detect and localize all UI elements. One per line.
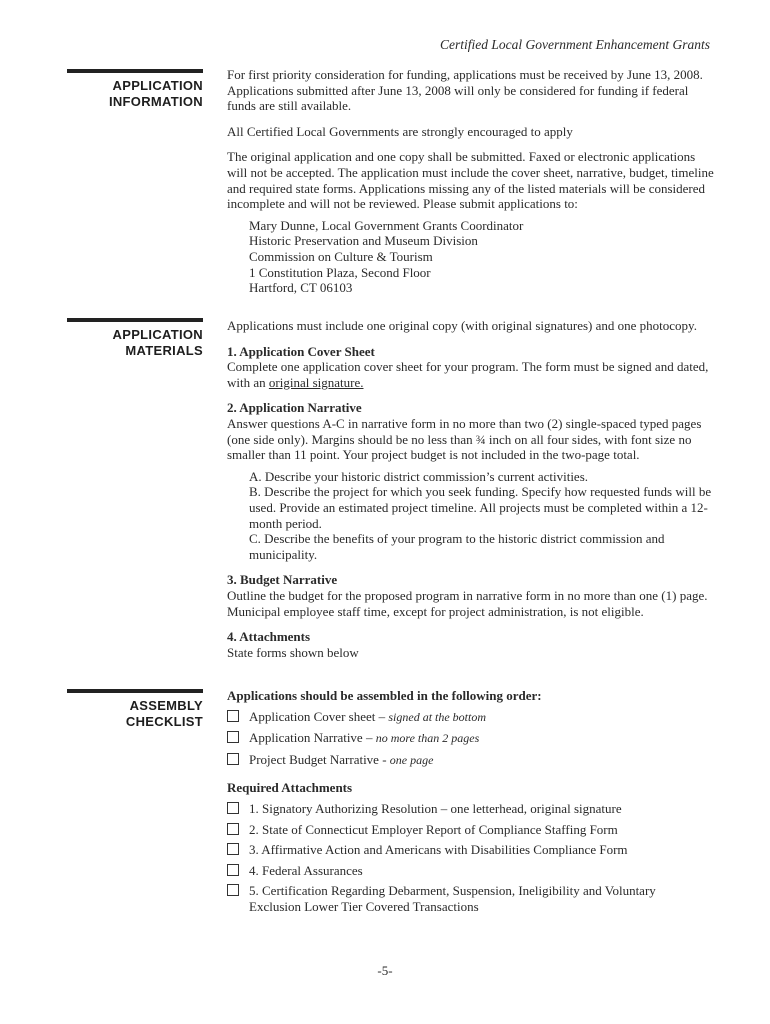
paragraph: Outline the budget for the proposed program in narrative form in no more than one (1) page. Municipal employee staff time, except for project administration, is not eligible. — [227, 587, 708, 619]
text: Project Budget Narrative - — [249, 751, 390, 767]
checkbox[interactable] — [227, 710, 239, 722]
required-item-label: 5. Certification Regarding Debarment, Suspension, Ineligibility and Voluntary Exclusion Lower Tier Covered Transactions — [249, 883, 656, 914]
required-item — [227, 801, 717, 817]
required-item-label: 1. Signatory Authorizing Resolution – one letterhead, original signature — [249, 800, 622, 816]
checklist-item-label — [249, 752, 433, 769]
required-item — [227, 822, 717, 838]
checkbox[interactable] — [227, 823, 239, 835]
label-line: APPLICATION — [112, 327, 203, 342]
checkbox[interactable] — [227, 731, 239, 743]
text: Application Narrative – — [249, 730, 376, 746]
subheading-attachments: 4. Attachments — [227, 629, 311, 645]
paragraph: Answer questions A-C in narrative form in no more than two (2) single-spaced typed pages (one side only). Margins should be no less than ¾ inch on all four sides, with font size no smaller than 11 point. Your project budget is not included in the two-page total. — [227, 415, 702, 463]
section-divider — [67, 69, 203, 73]
address-line: Commission on Culture & Tourism — [249, 248, 433, 264]
section-label-application-information — [67, 78, 203, 110]
page-number: -5- — [377, 963, 393, 978]
checklist-item — [227, 709, 717, 726]
address-line: Hartford, CT 06103 — [249, 280, 353, 296]
checkbox[interactable] — [227, 802, 239, 814]
required-item — [227, 842, 717, 858]
paragraph: Applications must include one original copy (with original signatures) and one photocopy. — [227, 318, 697, 333]
label-line: INFORMATION — [108, 94, 203, 109]
text: Complete one application cover sheet for your program. The form must be signed and dated, with an — [227, 359, 709, 390]
underlined-text: original signature. — [268, 374, 364, 390]
label-line: APPLICATION — [112, 78, 203, 93]
subheading-budget: 3. Budget Narrative — [227, 572, 338, 588]
checklist-heading: Applications should be assembled in the following order: — [227, 688, 542, 703]
required-item — [227, 883, 717, 914]
checkbox[interactable] — [227, 753, 239, 765]
note: no more than 2 pages — [375, 731, 480, 746]
address-line: 1 Constitution Plaza, Second Floor — [249, 264, 431, 280]
list-item: C. Describe the benefits of your program to the historic district commission and municipality. — [249, 531, 665, 562]
required-item — [227, 863, 717, 879]
note: signed at the bottom — [388, 709, 487, 724]
paragraph: The original application and one copy shall be submitted. Faxed or electronic applications will not be accepted. The application must include the cover sheet, narrative, budget, timeline and required state forms. Applications missing any of the listed materials will be considered incomplete and will not be reviewed. Please submit applications to: — [227, 149, 714, 212]
required-attachments-heading: Required Attachments — [227, 780, 353, 796]
application-information-content — [227, 67, 717, 296]
section-label-application-materials — [67, 327, 203, 359]
section-label-assembly-checklist — [67, 698, 203, 730]
section-divider — [67, 689, 203, 693]
address-line: Mary Dunne, Local Government Grants Coordinator — [249, 217, 524, 233]
checklist-item-label — [249, 730, 479, 747]
checklist-item — [227, 730, 717, 747]
list-item: A. Describe your historic district commission’s current activities. — [249, 468, 589, 484]
section-divider — [67, 318, 203, 322]
label-line: MATERIALS — [125, 343, 203, 358]
label-line: CHECKLIST — [125, 714, 203, 729]
required-item-label: 3. Affirmative Action and Americans with Disabilities Compliance Form — [249, 842, 628, 858]
subheading-narrative: 2. Application Narrative — [227, 400, 362, 416]
narrative-questions — [227, 469, 717, 563]
text: Application Cover sheet – — [249, 708, 389, 724]
address-line: Historic Preservation and Museum Division — [249, 233, 478, 249]
document-header-title: Certified Local Government Enhancement Grants — [440, 37, 710, 52]
required-item-label: 4. Federal Assurances — [249, 862, 363, 878]
checkbox[interactable] — [227, 843, 239, 855]
paragraph: All Certified Local Governments are strongly encouraged to apply — [227, 123, 573, 139]
application-materials-content — [227, 318, 717, 660]
required-item-label: 2. State of Connecticut Employer Report of Compliance Staffing Form — [249, 821, 618, 837]
mailing-address — [227, 218, 717, 296]
checklist-item-label — [249, 709, 486, 726]
list-item: B. Describe the project for which you seek funding. Specify how requested funds will be used. Provide an estimated project timeline. All projects must be completed within a 12-month period. — [249, 484, 712, 531]
paragraph: For first priority consideration for funding, applications must be received by June 13, 2008. Applications submitted after June 13, 2008 will only be considered for funding if federal funds are still available. — [227, 67, 703, 114]
checkbox[interactable] — [227, 864, 239, 876]
label-line: ASSEMBLY — [129, 698, 203, 713]
note: one page — [389, 752, 434, 767]
assembly-checklist-content — [227, 688, 717, 915]
paragraph — [227, 359, 717, 390]
subheading-cover-sheet: 1. Application Cover Sheet — [227, 343, 375, 359]
checkbox[interactable] — [227, 884, 239, 896]
paragraph: State forms shown below — [227, 644, 359, 660]
checklist-item — [227, 752, 717, 769]
